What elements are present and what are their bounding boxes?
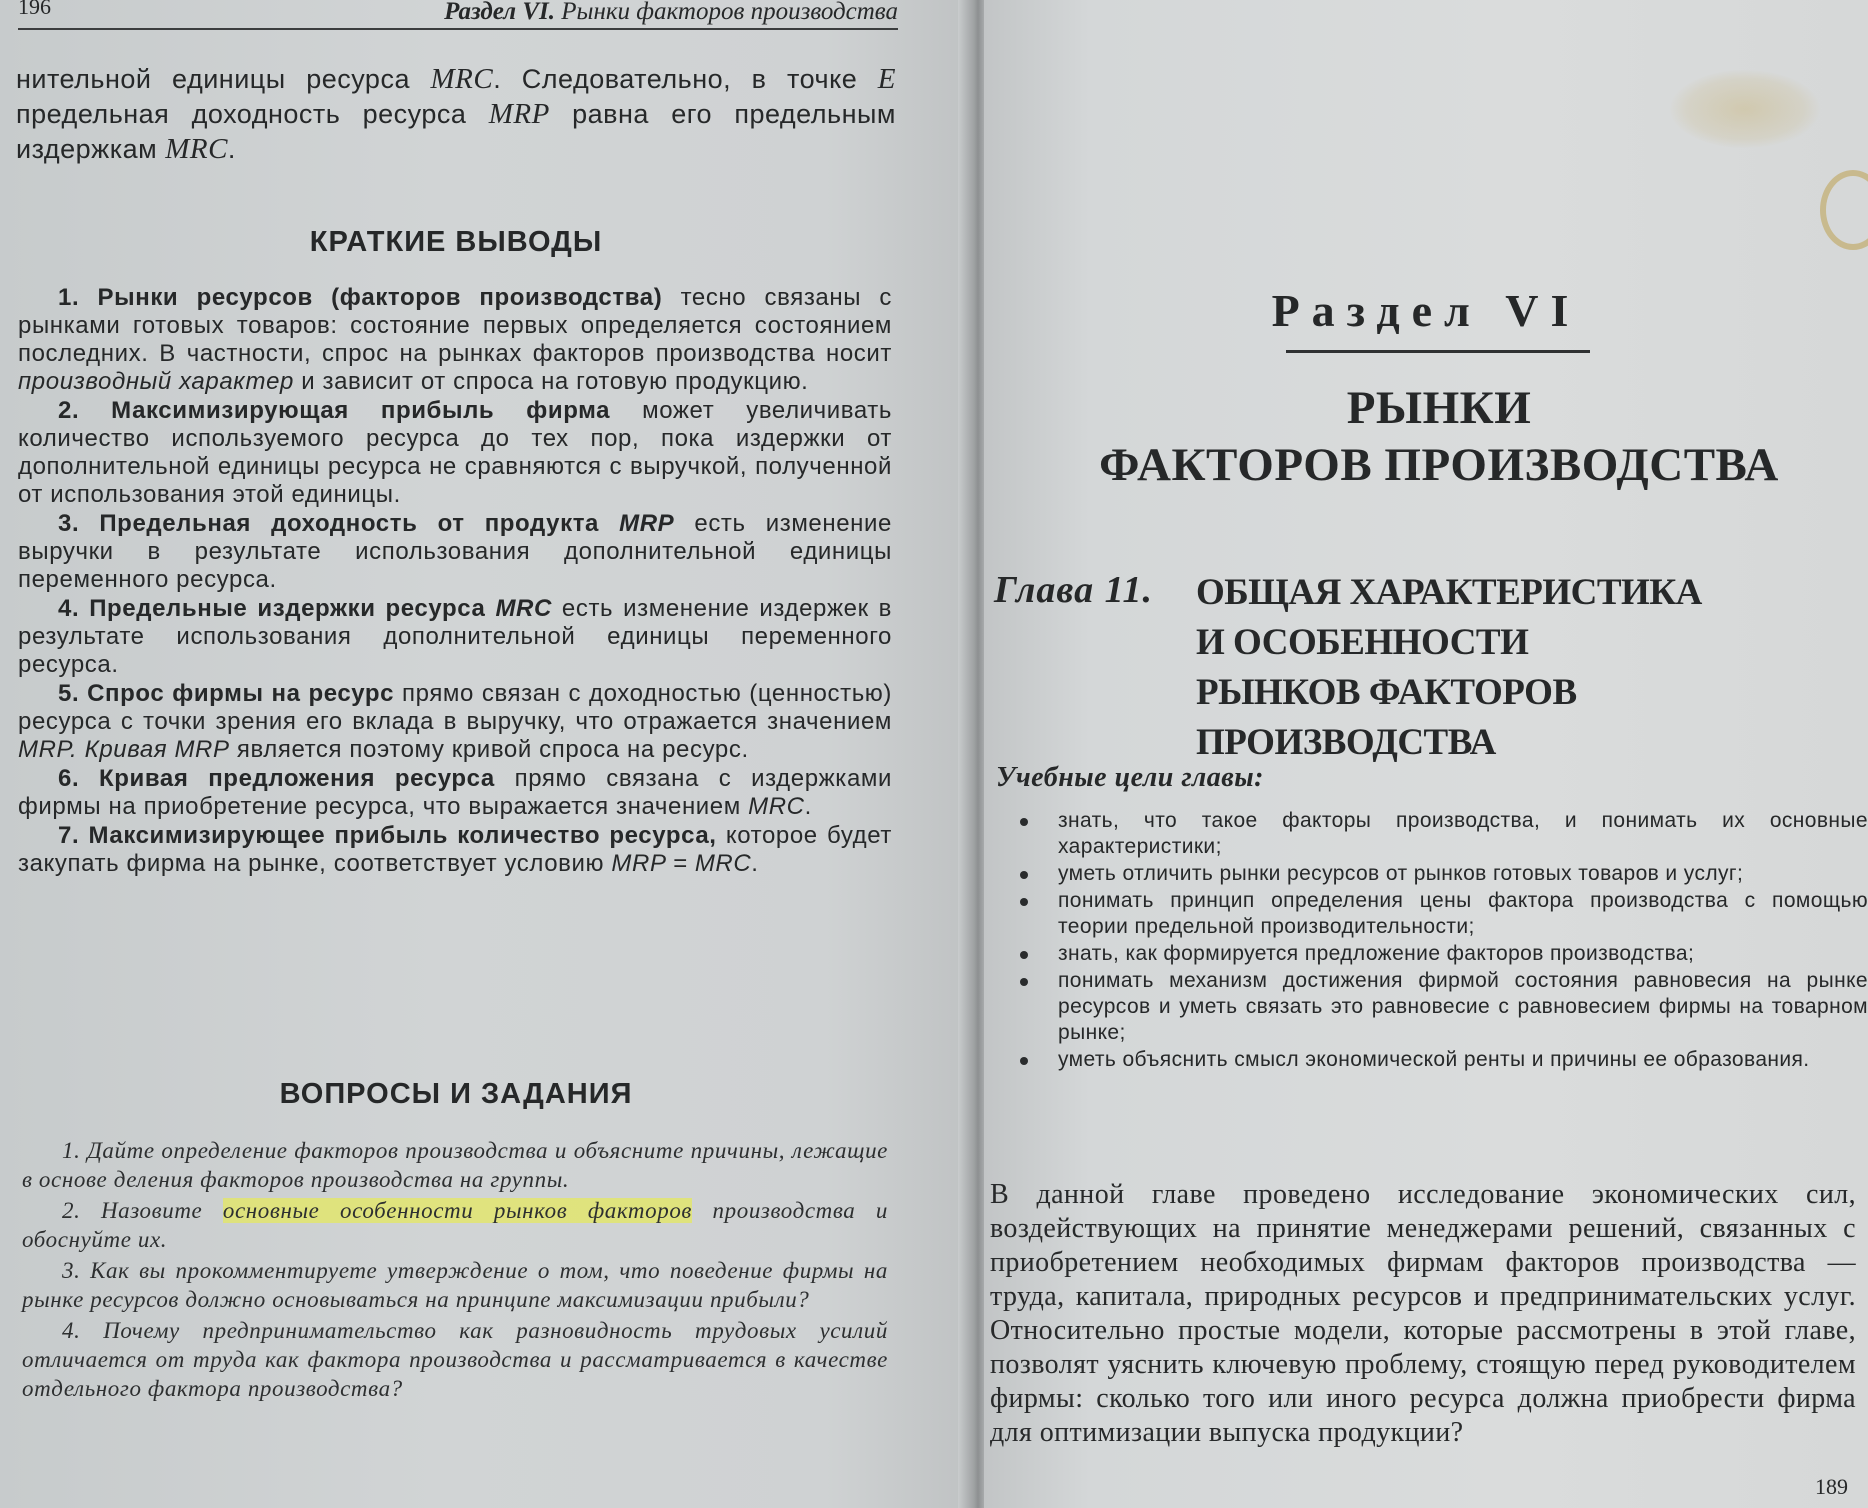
summary-item-lead: 3. Предельная доходность от продукта xyxy=(58,510,620,537)
summary-item-text: есть изменение издержек в результате использования дополнительной единицы переменного ресурса. xyxy=(18,595,893,678)
objective-item: понимать принцип определения цены фактора производства с помощью теории предельной производительности; xyxy=(1012,888,1868,940)
section-title-line: РЫНКИ xyxy=(1346,382,1532,434)
summary-heading: КРАТКИЕ ВЫВОДЫ xyxy=(309,226,603,258)
section-label: Раздел VI xyxy=(1271,285,1581,336)
right-page xyxy=(984,0,1868,1508)
summary-list xyxy=(18,284,892,879)
highlighted-text: основные особенности рынков факторов xyxy=(222,1198,693,1223)
chapter-title-line: ОБЩАЯ ХАРАКТЕРИСТИКА xyxy=(1196,572,1702,613)
summary-item-emphasis: MRP = MRC xyxy=(611,850,752,877)
summary-item-text: является поэтому кривой спроса на ресурс. xyxy=(229,736,749,763)
summary-item-text: которое будет закупать фирма на рынке, соответствует условию xyxy=(18,822,892,877)
intro-text: . xyxy=(227,134,236,164)
summary-item-variable: MRC xyxy=(495,595,552,622)
summary-item-text: есть изменение выручки в результате использования дополнительной единицы переменного ресурса. xyxy=(18,510,892,593)
summary-item xyxy=(18,510,892,594)
summary-item xyxy=(18,680,892,764)
chapter-title-line: И ОСОБЕННОСТИ xyxy=(1196,622,1529,663)
summary-item-text: прямо связана с издержками фирмы на приобретение ресурса, что выражается значением xyxy=(18,765,892,820)
coffee-stain xyxy=(1670,70,1820,148)
summary-item-lead: 2. Максимизирующая прибыль фирма xyxy=(58,397,611,424)
intro-text: предельная доходность ресурса xyxy=(16,99,489,129)
question-item: 1. Дайте определение факторов производства и объясните причины, лежащие в основе деления факторов производства на группы. xyxy=(22,1138,888,1192)
section-title-line: ФАКТОРОВ ПРОИЗВОДСТВА xyxy=(1099,439,1779,491)
questions-list xyxy=(22,1136,888,1405)
summary-item-text: . xyxy=(751,850,759,877)
objective-item: уметь отличить рынки ресурсов от рынков готовых товаров и услуг; xyxy=(1012,861,1868,887)
intro-text: . Следовательно, в точке xyxy=(493,64,878,94)
running-title xyxy=(444,0,898,26)
summary-item-emphasis: производный характер xyxy=(18,368,294,395)
summary-item-lead: 6. Кривая предложения ресурса xyxy=(58,765,495,792)
summary-item-variable: MRP xyxy=(619,510,675,537)
summary-item-text: может увеличивать количество используемого ресурса до тех пор, пока издержки от дополнительной единицы ресурса не сравняются с выручкой, полученной от использования этой единицы. xyxy=(18,397,892,508)
objectives-list xyxy=(1012,808,1868,1074)
summary-item-emphasis: MRP. Кривая MRP xyxy=(18,736,230,763)
objective-item: понимать механизм достижения фирмой состояния равновесия на рынке ресурсов и уметь связать это равновесие с равновесием фирмы на товарном рынке; xyxy=(1012,968,1868,1046)
running-section: Раздел VI. xyxy=(444,0,555,25)
intro-variable: E xyxy=(877,63,896,95)
objective-item: знать, что такое факторы производства, и понимать их основные характеристики; xyxy=(1012,808,1868,860)
questions-heading: ВОПРОСЫ И ЗАДАНИЯ xyxy=(279,1078,633,1110)
summary-item-emphasis: MRC xyxy=(748,793,805,820)
summary-item-text: и зависит от спроса на готовую продукцию. xyxy=(293,368,809,395)
summary-item-text: прямо связан с доходностью (ценностью) ресурса с точки зрения его вклада в выручку, что отражается значением xyxy=(18,680,892,735)
chapter-title xyxy=(1196,568,1866,768)
summary-item-lead: 5. Спрос фирмы на ресурс xyxy=(58,680,395,707)
summary-item-lead: 4. Предельные издержки ресурса xyxy=(58,595,496,622)
summary-item xyxy=(18,397,892,509)
intro-variable: MRP xyxy=(488,98,550,130)
question-text: производства и обоснуйте их. xyxy=(22,1198,888,1252)
intro-variable: MRC xyxy=(430,63,494,95)
chapter-label: Глава 11. xyxy=(994,569,1154,611)
summary-item xyxy=(18,284,892,396)
summary-item xyxy=(18,765,892,821)
running-title-text: Рынки факторов производства xyxy=(561,0,898,25)
intro-paragraph xyxy=(16,62,896,167)
summary-item xyxy=(18,822,892,878)
question-item: 3. Как вы прокомментируете утверждение о том, что поведение фирмы на рынке ресурсов должно основываться на принципе максимизации прибыли? xyxy=(22,1258,888,1312)
question-item xyxy=(22,1196,888,1254)
intro-text: равна его предельным издержкам xyxy=(16,99,896,164)
page-number: 189 xyxy=(1815,1474,1848,1499)
page-number: 196 xyxy=(18,0,51,19)
summary-item-text: тесно связаны с рынками готовых товаров: состояние первых определяется состоянием последних. В частности, спрос на рынках факторов производства носит xyxy=(18,284,892,367)
summary-item xyxy=(18,595,892,679)
objectives-heading: Учебные цели главы: xyxy=(996,762,1264,793)
objective-item: знать, как формируется предложение факторов производства; xyxy=(1012,941,1868,967)
coffee-stain xyxy=(1820,170,1868,250)
section-title xyxy=(1044,380,1834,494)
section-divider xyxy=(1286,350,1590,353)
running-header xyxy=(18,0,898,30)
intro-variable: MRC xyxy=(165,133,228,165)
question-text: 2. Назовите xyxy=(62,1198,223,1223)
summary-item-lead: 7. Максимизирующее прибыль количество ресурса, xyxy=(58,822,717,849)
summary-item-text: . xyxy=(804,793,812,820)
objective-item: уметь объяснить смысл экономической ренты и причины ее образования. xyxy=(1012,1047,1868,1073)
intro-text: нительной единицы ресурса xyxy=(16,64,431,94)
summary-item-lead: 1. Рынки ресурсов (факторов производства) xyxy=(58,284,663,311)
chapter-title-line: РЫНКОВ ФАКТОРОВ ПРОИЗВОДСТВА xyxy=(1196,672,1577,763)
chapter-intro-paragraph: В данной главе проведено исследование экономических сил, воздействующих на принятие менеджерами решений, связанных с приобретением необходимых фирмам факторов производства — труда, капитала, природных ресурсов и предпринимательских услуг. Относительно простые модели, которые рассмотрены в этой главе, позволят уяснить ключевую проблему, стоящую перед руководителем фирмы: сколько того или иного ресурса должна приобрести фирма для оптимизации выпуска продукции? xyxy=(990,1179,1856,1448)
question-item: 4. Почему предпринимательство как разновидность трудовых усилий отличается от труда как фактора производства и рассматривается в качестве отдельного фактора производства? xyxy=(22,1318,888,1401)
